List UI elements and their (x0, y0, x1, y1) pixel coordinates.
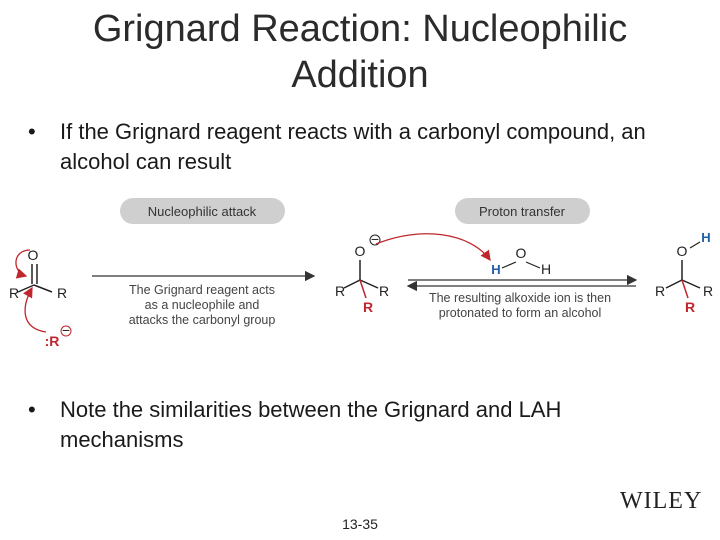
alkoxide-r-right: R (378, 283, 390, 299)
water-h: H (540, 261, 552, 277)
reactant-r-right: R (56, 285, 68, 301)
publisher-logo: WILEY (620, 488, 703, 514)
alkoxide-charge: − (370, 231, 380, 247)
reactant-r-left: R (8, 285, 20, 301)
step1-label: Nucleophilic attack (147, 204, 257, 219)
nucleophile-charge: − (61, 322, 71, 338)
nucleophile-r: :R (44, 333, 60, 349)
water-h-transferred: H (491, 262, 501, 277)
product-oxygen: O (676, 243, 688, 259)
alkoxide-r-new: R (362, 299, 374, 315)
step2-label: Proton transfer (479, 204, 565, 219)
alkoxide-r-left: R (334, 283, 346, 299)
water-oxygen: O (515, 245, 527, 261)
step2-caption-line-2: protonated to form an alcohol (438, 306, 602, 320)
bullet-marker: • (28, 397, 36, 422)
grignard-mechanism-diagram (0, 188, 720, 368)
product-r-right: R (702, 283, 714, 299)
step1-caption-line-1: The Grignard reagent acts (129, 283, 275, 297)
step1-caption-line-2: as a nucleophile and (144, 298, 260, 312)
step2-caption-line-1: The resulting alkoxide ion is then (428, 291, 612, 305)
product-r-new: R (684, 299, 696, 315)
product-h: H (701, 230, 711, 245)
product-r-left: R (654, 283, 666, 299)
slide-title: Grignard Reaction: Nucleophilic Addition (92, 8, 628, 96)
bullet-marker: • (28, 119, 36, 144)
bullet-text: If the Grignard reagent reacts with a carbonyl compound, an alcohol can result (60, 119, 646, 174)
bullet-text: Note the similarities between the Grignard and LAH mechanisms (60, 397, 562, 452)
step1-caption-line-3: attacks the carbonyl group (128, 313, 276, 327)
alkoxide-oxygen: O (354, 243, 366, 259)
slide-number: 13-35 (342, 516, 378, 532)
reactant-oxygen: O (27, 247, 39, 263)
